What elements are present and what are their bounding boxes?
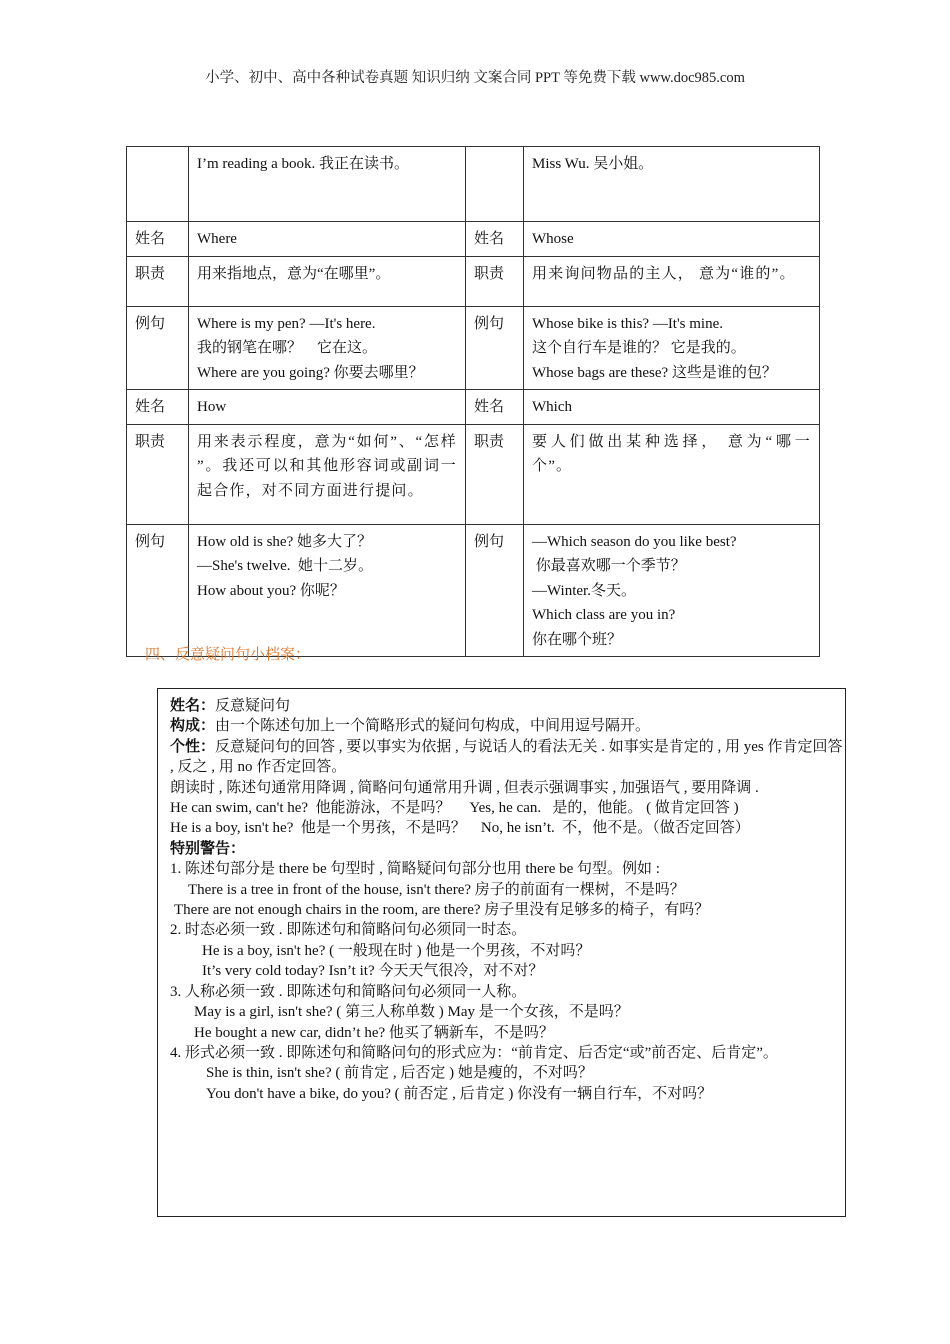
row-label: 姓名 (466, 390, 524, 425)
example-line: Which class are you in? (532, 607, 676, 623)
row-label: 例句 (127, 524, 189, 657)
row-label: 例句 (127, 306, 189, 390)
example-line: He can swim, can't he? 他能游泳，不是吗？ Yes, he can. 是的，他能。 ( 做肯定回答 ) (170, 800, 739, 817)
example-line: 你在哪个班？ (532, 631, 623, 648)
field-label: 构成： (170, 718, 216, 735)
table-row (127, 424, 820, 524)
rule-line: 4. 形式必须一致 . 即陈述句和简略问句的形式应为：“前肯定、后否定“或”前否定、后肯定”。 (170, 1044, 778, 1061)
example-line: Where are you going? 你要去哪里？ (197, 364, 424, 381)
profile-trait-line (170, 737, 845, 778)
field-value: 反意疑问句 (215, 698, 291, 714)
example-line: How about you? 你呢？ (197, 582, 345, 599)
word-which: Which (524, 390, 820, 425)
row-label: 职责 (466, 424, 524, 524)
example-line: He bought a new car, didn’t he? 他买了辆新车，不是吗？ (194, 1024, 554, 1041)
table-cell (466, 147, 524, 222)
profile-form-line (170, 716, 845, 736)
example-line: She is thin, isn't she? ( 前肯定 , 后否定 ) 她是瘦的，不对吗？ (206, 1065, 593, 1082)
which-examples (524, 524, 820, 657)
section-title: 四、反意疑问句小档案： (145, 647, 311, 663)
example-line: There are not enough chairs in the room, are there? 房子里没有足够多的椅子，有吗？ (174, 902, 710, 919)
example-line: You don't have a bike, do you? ( 前否定 , 后肯定 ) 你没有一辆自行车，不对吗？ (206, 1085, 713, 1102)
page-header: 小学、初中、高中各种试卷真题 知识归纳 文案合同 PPT 等免费下载 www.doc985.com (205, 70, 745, 86)
row-label: 职责 (127, 424, 189, 524)
where-examples (189, 306, 466, 390)
tag-question-profile-box (157, 688, 846, 1217)
table-row (127, 256, 820, 306)
field-value: 由一个陈述句加上一个简略形式的疑问句构成，中间用逗号隔开。 (215, 718, 651, 735)
row-label: 姓名 (127, 222, 189, 257)
table-cell: I’m reading a book. 我正在读书。 (189, 147, 466, 222)
example-line: —Winter.冬天。 (532, 582, 636, 599)
profile-name-line (170, 696, 845, 716)
row-label: 姓名 (127, 390, 189, 425)
row-label: 例句 (466, 524, 524, 657)
table-cell (127, 147, 189, 222)
table-row (127, 524, 820, 657)
field-label: 个性： (170, 738, 216, 755)
table-row (127, 390, 820, 425)
example-line: May is a girl, isn't she? ( 第三人称单数 ) May 是一个女孩，不是吗？ (194, 1004, 629, 1021)
rule-line: 3. 人称必须一致 . 即陈述句和简略问句必须同一人称。 (170, 983, 527, 1000)
whose-duty: 用来询问物品的主人， 意为“谁的”。 (524, 256, 820, 306)
which-duty: 要人们做出某种选择， 意为“哪一个”。 (524, 424, 820, 524)
rule-line: 2. 时态必须一致 . 即陈述句和简略问句必须同一时态。 (170, 922, 527, 939)
example-line: It’s very cold today? Isn’t it? 今天天气很冷，对不对？ (202, 963, 544, 980)
example-line: 你最喜欢哪一个季节？ (532, 558, 686, 574)
example-line: How old is she? 她多大了？ (197, 533, 372, 550)
example-line: 这个自行车是谁的？ 它是我的。 (532, 340, 746, 356)
row-label: 姓名 (466, 222, 524, 257)
example-line: There is a tree in front of the house, isn't there? 房子的前面有一棵树，不是吗？ (188, 881, 685, 898)
field-value: 反意疑问句的回答 , 要以事实为依据 , 与说话人的看法无关 . 如事实是肯定的 , 用 yes 作肯定回答 , 反之 , 用 no 作否定回答。 (170, 738, 843, 776)
warning-label: 特别警告： (170, 840, 246, 857)
field-label: 姓名： (170, 698, 216, 714)
example-line: Whose bike is this? —It's mine. (532, 315, 724, 332)
example-line: He is a boy, isn't he? 他是一个男孩，不是吗？ No, he isn’t. 不，他不是。（做否定回答） (170, 820, 750, 837)
word-where: Where (189, 222, 466, 257)
table-cell: Miss Wu. 吴小姐。 (524, 147, 820, 222)
whose-examples (524, 306, 820, 390)
rule-line: 1. 陈述句部分是 there be 句型时 , 简略疑问句部分也用 there be 句型。例如 : (170, 861, 660, 878)
row-label: 职责 (127, 256, 189, 306)
example-line: —Which season do you like best? (532, 533, 737, 550)
question-word-table (126, 146, 820, 657)
table-row (127, 306, 820, 390)
row-label: 职责 (466, 256, 524, 306)
example-line: Where is my pen? —It's here. (197, 315, 376, 332)
example-line: 我的钢笔在哪？ 它在这。 (197, 340, 378, 356)
word-whose: Whose (524, 222, 820, 257)
example-line: Whose bags are these? 这些是谁的包？ (532, 364, 777, 381)
word-how: How (189, 390, 466, 425)
reading-rule: 朗读时 , 陈述句通常用降调 , 简略问句通常用升调 , 但表示强调事实 , 加强语气 , 要用降调 . (170, 779, 759, 796)
how-duty: 用来表示程度，意为“如何”、“怎样 ”。我还可以和其他形容词或副词一起合作，对不同方面进行提问。 (189, 424, 466, 524)
where-duty: 用来指地点，意为“在哪里”。 (189, 256, 466, 306)
row-label: 例句 (466, 306, 524, 390)
example-line: He is a boy, isn't he? ( 一般现在时 ) 他是一个男孩，不对吗？ (202, 942, 591, 959)
table-row (127, 222, 820, 257)
table-row (127, 147, 820, 222)
example-line: —She's twelve. 她十二岁。 (197, 558, 374, 574)
how-examples (189, 524, 466, 657)
